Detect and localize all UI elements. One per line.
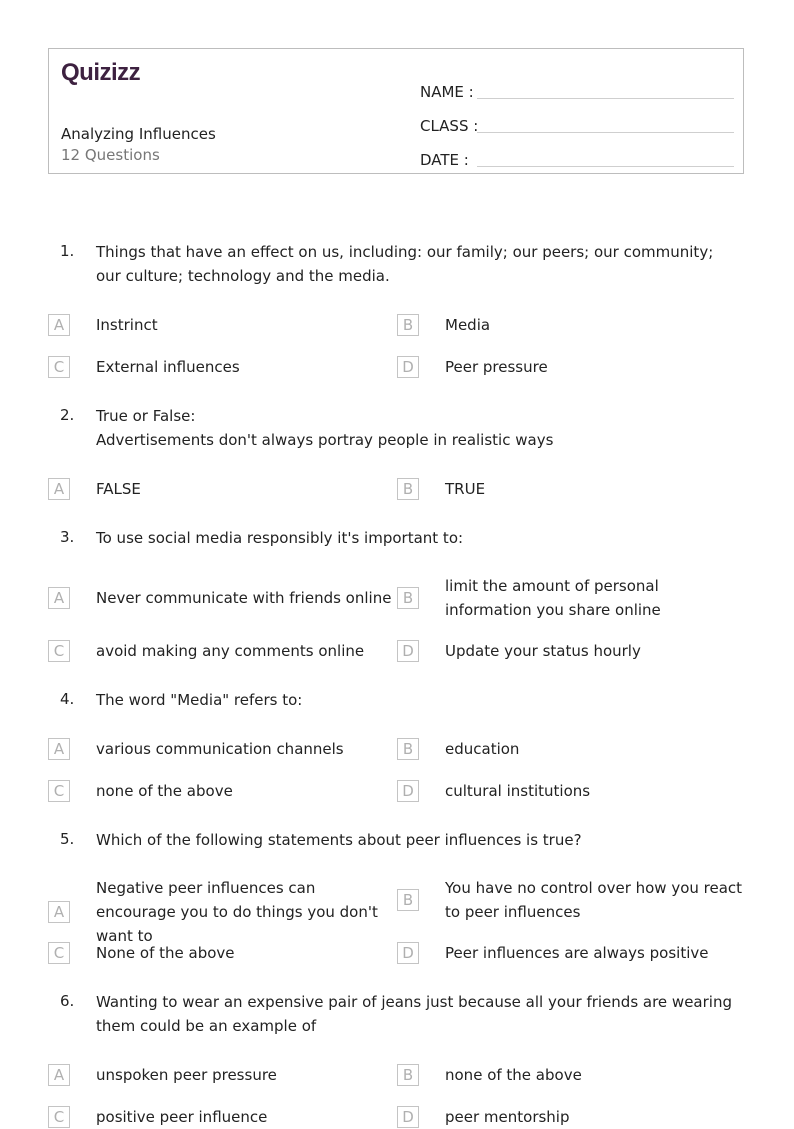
option-text: unspoken peer pressure <box>96 1066 277 1084</box>
option-b[interactable] <box>397 1063 745 1087</box>
option-letter-box: B <box>397 478 419 500</box>
option-a[interactable] <box>48 1063 396 1087</box>
option-letter-box: A <box>48 901 70 923</box>
option-text: TRUE <box>445 480 486 498</box>
question-text: Things that have an effect on us, including: our family; our peers; our community; our culture; technology and the media. <box>96 243 714 285</box>
option-a[interactable] <box>48 876 396 948</box>
option-b[interactable] <box>397 313 745 337</box>
option-text: Peer pressure <box>445 358 548 376</box>
option-letter-box: C <box>48 780 70 802</box>
option-letter-box: C <box>48 942 70 964</box>
question-text: Which of the following statements about peer influences is true? <box>96 831 582 849</box>
question-number: 1. <box>60 242 75 260</box>
question-number: 2. <box>60 406 75 424</box>
option-b[interactable] <box>397 477 745 501</box>
option-d[interactable] <box>397 779 745 803</box>
option-text: various communication channels <box>96 740 344 758</box>
name-field[interactable] <box>420 67 734 101</box>
option-letter-box: A <box>48 314 70 336</box>
question-text <box>96 404 736 452</box>
option-text: peer mentorship <box>445 1108 570 1126</box>
option-text: You have no control over how you react to peer influences <box>445 879 743 921</box>
option-text: none of the above <box>96 782 233 800</box>
option-letter-box: C <box>48 1106 70 1128</box>
student-info-fields <box>420 67 734 169</box>
date-field[interactable] <box>420 135 734 169</box>
option-text: External influences <box>96 358 240 376</box>
name-line[interactable] <box>477 80 734 99</box>
question-number: 6. <box>60 992 75 1010</box>
option-letter-box: B <box>397 314 419 336</box>
option-text: positive peer influence <box>96 1108 268 1126</box>
option-text: cultural institutions <box>445 782 591 800</box>
question-text: Wanting to wear an expensive pair of jeans just because all your friends are wearing them could be an example of <box>96 993 732 1035</box>
option-c[interactable] <box>48 639 396 663</box>
option-text: Update your status hourly <box>445 642 641 660</box>
class-label: CLASS : <box>420 117 479 135</box>
option-text: Peer influences are always positive <box>445 944 709 962</box>
option-letter-box: B <box>397 1064 419 1086</box>
option-letter-box: B <box>397 889 419 911</box>
option-d[interactable] <box>397 941 745 965</box>
option-d[interactable] <box>397 1105 745 1129</box>
option-a[interactable] <box>48 313 396 337</box>
option-d[interactable] <box>397 639 745 663</box>
question-number: 4. <box>60 690 75 708</box>
option-d[interactable] <box>397 355 745 379</box>
option-letter-box: A <box>48 478 70 500</box>
option-c[interactable] <box>48 941 396 965</box>
option-a[interactable] <box>48 737 396 761</box>
option-text: none of the above <box>445 1066 582 1084</box>
option-a[interactable] <box>48 477 396 501</box>
option-text: FALSE <box>96 480 141 498</box>
class-line[interactable] <box>477 114 734 133</box>
option-letter-box: D <box>397 942 419 964</box>
option-b[interactable] <box>397 737 745 761</box>
worksheet-header <box>48 48 744 174</box>
question-text: The word "Media" refers to: <box>96 691 303 709</box>
option-text: avoid making any comments online <box>96 642 365 660</box>
worksheet-title: Analyzing Influences <box>61 125 216 143</box>
option-text: Instrinct <box>96 316 158 334</box>
option-letter-box: A <box>48 587 70 609</box>
option-letter-box: D <box>397 356 419 378</box>
option-letter-box: A <box>48 1064 70 1086</box>
class-field[interactable] <box>420 101 734 135</box>
quizizz-logo: Quizizz <box>61 59 141 86</box>
question-text: To use social media responsibly it's important to: <box>96 529 464 547</box>
option-letter-box: C <box>48 640 70 662</box>
option-c[interactable] <box>48 1105 396 1129</box>
option-b[interactable] <box>397 574 675 622</box>
question-text-line: True or False: <box>96 407 196 425</box>
option-b[interactable] <box>397 876 745 924</box>
option-letter-box: A <box>48 738 70 760</box>
option-a[interactable] <box>48 586 396 610</box>
name-label: NAME : <box>420 83 474 101</box>
option-letter-box: B <box>397 738 419 760</box>
option-text: None of the above <box>96 944 235 962</box>
option-letter-box: D <box>397 1106 419 1128</box>
option-letter-box: D <box>397 780 419 802</box>
option-letter-box: C <box>48 356 70 378</box>
option-c[interactable] <box>48 779 396 803</box>
option-text: limit the amount of personal information you share online <box>445 577 661 619</box>
question-count: 12 Questions <box>61 146 160 164</box>
option-letter-box: D <box>397 640 419 662</box>
option-text: Never communicate with friends online <box>96 589 392 607</box>
date-line[interactable] <box>477 148 734 167</box>
date-label: DATE : <box>420 151 469 169</box>
question-number: 5. <box>60 830 75 848</box>
option-text: Negative peer influences can encourage you to do things you don't want to <box>96 879 378 945</box>
option-letter-box: B <box>397 587 419 609</box>
option-text: Media <box>445 316 491 334</box>
option-c[interactable] <box>48 355 396 379</box>
option-text: education <box>445 740 520 758</box>
question-text-line: Advertisements don't always portray people in realistic ways <box>96 431 554 449</box>
question-number: 3. <box>60 528 75 546</box>
